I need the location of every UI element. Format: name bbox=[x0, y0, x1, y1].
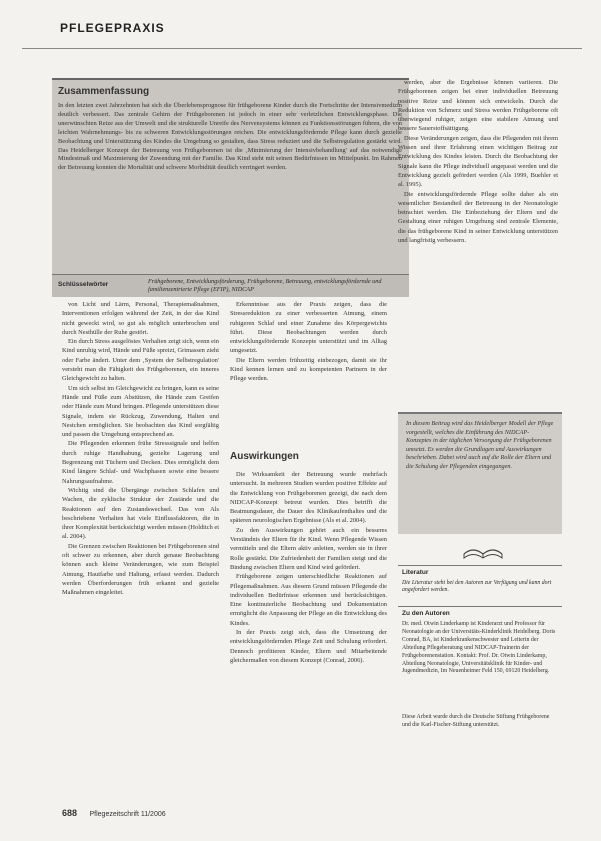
authors-heading: Zu den Autoren bbox=[402, 610, 450, 617]
page-header bbox=[22, 18, 582, 49]
paragraph: Ein durch Stress ausgelöstes Verhalten zeigt sich, wenn ein Kind unruhig wird, Hände und Füße spreizt, Grimassen zieht oder Farbe ändert. Unter dem ‚System der Selbstregulation' versteht man die Fähigkeit des Frühgeborenen, ein inneres Gleichgewicht zu halten. bbox=[62, 338, 219, 383]
keywords-box bbox=[52, 274, 409, 297]
paragraph: von Licht und Lärm, Personal, Therapiemaßnahmen, Interventionen erfolgen während der Zeit, in der das Kind nicht geweckt wird, so gut als möglich unterbrochen und durch Nesthülle der Ruhe gestört. bbox=[62, 301, 219, 336]
paragraph: In der Praxis zeigt sich, dass die Umsetzung der entwicklungsfördernden Pflege Zeit und Schulung erfordert. Dennoch profitieren Kinder, Eltern und Mitarbeitende gleichermaßen von diesem Konzept (Conrad, 2006). bbox=[230, 629, 387, 664]
paragraph: Die Grenzen zwischen Reaktionen bei Frühgeborenen sind oft schwer zu erkennen, aber durch genaue Beobachtung können auch kleine Veränderungen, wie zum Beispiel Atmung, Hautfarbe und Haltung, erfasst werden. Dadurch werden Überforderungen früh erkannt und gezielte Maßnahmen eingeleitet. bbox=[62, 542, 219, 597]
paragraph: Die Eltern werden frühzeitig einbezogen, damit sie ihr Kind kennen lernen und zu kompetenten Partnern in der Pflege werden. bbox=[230, 356, 387, 383]
column-2-bottom bbox=[230, 470, 387, 825]
paragraph: Erkenntnisse aus der Praxis zeigen, dass die Stressreduktion zu einer verbesserten Atmung, einem ruhigeren Schlaf und einer Zunahme des Körpergewichts führt. Diese Beobachtungen werden durch entwicklungsfördernde Konzepte unterstützt und im Alltag umgesetzt. bbox=[230, 301, 387, 355]
column-2-top bbox=[230, 300, 387, 435]
page-footer bbox=[62, 803, 166, 821]
open-book-icon bbox=[462, 538, 504, 560]
paragraph: werden, aber die Ergebnisse können variieren. Die Frühgeborenen zeigen bei einer individuellen Betreuung positive Reize und können sich entwickeln. Durch die Reduktion von Schmerz und Stress werden Frühgeborene oft überwiegend ruhiger, zeigen eine stabilere Atmung und bessere Sauerstoffsättigung. bbox=[398, 79, 558, 133]
paragraph: Wichtig sind die Übergänge zwischen Schlafen und Wachen, die zyklische Struktur der Zustände und die Reaktionen auf den Zustandswechsel. Das von Als beschriebene Verhalten hat viele Einflussfaktoren, die in ihrer Komplexität berücksichtigt werden müssen (Holditch et al. 2004). bbox=[62, 486, 219, 541]
column-1 bbox=[62, 300, 219, 820]
keywords-text: Frühgeborene, Entwicklungsförderung, Frühgeborene, Betreuung, entwicklungsfördernde und familienzentrierte Pflege (EFIP), NIDCAP bbox=[148, 278, 382, 293]
paragraph: Zu den Auswirkungen gehört auch ein besseres Verständnis der Eltern für ihr Kind. Wenn Pflegende Wissen vermitteln und die Eltern aktiv anleiten, werden sie in ihrer Rolle gestärkt. Die Zufriedenheit der Familien steigt und die Bindung zwischen Eltern und Kind wird gefördert. bbox=[230, 526, 387, 571]
literature-text: Die Literatur steht bei den Autoren zur Verfügung und kann dort angefordert werden. bbox=[402, 580, 552, 593]
summary-box bbox=[52, 78, 409, 276]
page-number: 688 bbox=[62, 808, 78, 818]
literature-box bbox=[398, 565, 562, 596]
paragraph: Frühgeborene zeigen unterschiedliche Reaktionen auf Pflegemaßnahmen. Aus diesem Grund müssen Pflegende die individuellen Bedürfnisse erkennen und berücksichtigen. Eine kontinuierliche Beobachtung und Dokumentation ermöglicht die Anpassung der Pflege an die Entwicklung des Kindes. bbox=[230, 573, 387, 627]
column-3 bbox=[398, 78, 558, 408]
keywords-label: Schlüsselwörter bbox=[58, 281, 109, 288]
authors-box bbox=[398, 606, 562, 757]
info-box-text: In diesem Beitrag wird das Heidelberger Modell der Pflege vorgestellt, welches die Einführung des NIDCAP-Konzeptes in der täglichen Versorgung der Frühgeborenen umsetzt. Es werden die Grundlagen und Auswirkungen beschrieben. Dabei wird auch auf die Rolle der Eltern und die Schulung der Pflegenden eingegangen. bbox=[406, 420, 554, 470]
summary-heading: Zusammenfassung bbox=[58, 86, 150, 97]
journal-name: Pflegezeitschrift 11/2006 bbox=[89, 811, 166, 818]
authors-text: Dr. med. Otwin Linderkamp ist Kinderarzt und Professor für Neonatologie an der Universitäts-Kinderklinik Heidelberg. Doris Conrad, BA, ist Kinderkrankenschwester und Leiterin der Abteilung Pflegeberatung und NIDCAP-Trainerin der Frühgeborenenstation. Kontakt: Prof. Dr. Otwin Linderkamp, Abteilung Neonatologie, Universitätsklinik für Kinder- und Jugendmedizin, Im Neuenheimer Feld 150, 69120 Heidelberg. bbox=[402, 621, 556, 675]
paragraph: Die entwicklungsfördernde Pflege sollte daher als ein wesentlicher Bestandteil der Betreuung in der Neonatologie betrachtet werden. Die Einbeziehung der Eltern und die Gestaltung einer ruhigen Umgebung sind zentrale Elemente, die das frühgeborene Kind in seiner Entwicklung unterstützen und langfristig verbessern. bbox=[398, 190, 558, 245]
paragraph: Um sich selbst im Gleichgewicht zu bringen, kann es seine Hände und Füße zum Abstützen, die Hände zum Greifen oder Hände zum Mund bringen. Pflegende unterstützen diese Signale, indem sie Rückzug, Zuwendung, Halten und Nestchen ermöglichen. Sie beobachten das Kind sorgfältig und passen die Umgebung entsprechend an. bbox=[62, 384, 219, 439]
summary-text: In den letzten zwei Jahrzehnten hat sich die Überlebensprognose für frühgeborene Kinder durch die Fortschritte der Intensivmedizin deutlich verbessert. Das zentrale Gehirn der Frühgeborenen ist jedoch in einer sehr verletzlichen Entwicklungsphase. Die unerwünschten Reize aus der Umwelt und die strukturelle Unreife des Nervensystems können zu Funktionsstörungen führen, die von leichten Wahrnehmungs- bis zu schweren Entwicklungsstörungen reichen. Die entwicklungsfördernde Pflege kann durch gezielte Beobachtung und Unterstützung des Kindes die Umgebung so gestalten, dass Stress reduziert und die Selbstregulation gestärkt wird. Das Heidelberger Konzept der Betreuung von Frühgeborenen ist die ‚Minimierung der Intensivbehandlung' auf das notwendige Mindestmaß und Maximierung der Zuwendung mit der Familie. Das Kind steht mit seinen Bedürfnissen im Mittelpunkt. Im Rahmen der Betreuung konnten die Mortalität und schwere Morbidität deutlich verringert werden. bbox=[58, 102, 402, 172]
info-box bbox=[398, 412, 562, 534]
paragraph: Die Wirksamkeit der Betreuung wurde mehrfach untersucht. In mehreren Studien wurden positive Effekte auf die Entwicklung von Frühgeborenen gezeigt, die nach dem NIDCAP-Konzept betreut wurden. Dies betrifft die Beatmungsdauer, die Dauer des Klinikaufenthaltes und die späteren neurologischen Ergebnisse (Als et al. 2004). bbox=[230, 471, 387, 525]
section-heading-effects: Auswirkungen bbox=[230, 451, 299, 462]
paragraph: Diese Veränderungen zeigen, dass die Pflegenden mit ihrem Wissen und ihrer Erfahrung einen wichtigen Beitrag zur Entwicklung des Kindes leisten. Durch die Beobachtung der Signale kann die Pflege individuell angepasst werden und die Entwicklung gezielt gefördert werden (Als 1999, Buehler et al. 1995). bbox=[398, 134, 558, 189]
authors-note: Diese Arbeit wurde durch die Deutsche Stiftung Frühgeborene und die Karl-Fischer-Stiftung unterstützt. bbox=[402, 714, 550, 728]
section-title: PFLEGEPRAXIS bbox=[60, 21, 165, 35]
literature-heading: Literatur bbox=[402, 569, 429, 576]
paragraph: Die Pflegenden erkennen frühe Stresssignale und helfen durch ruhige Handhabung, gezielte Lagerung und Begrenzung mit Tüchern und Decken. Dies ermöglicht dem Kind längere Schlaf- und Wachphasen sowie eine bessere Nahrungsaufnahme. bbox=[62, 440, 219, 485]
